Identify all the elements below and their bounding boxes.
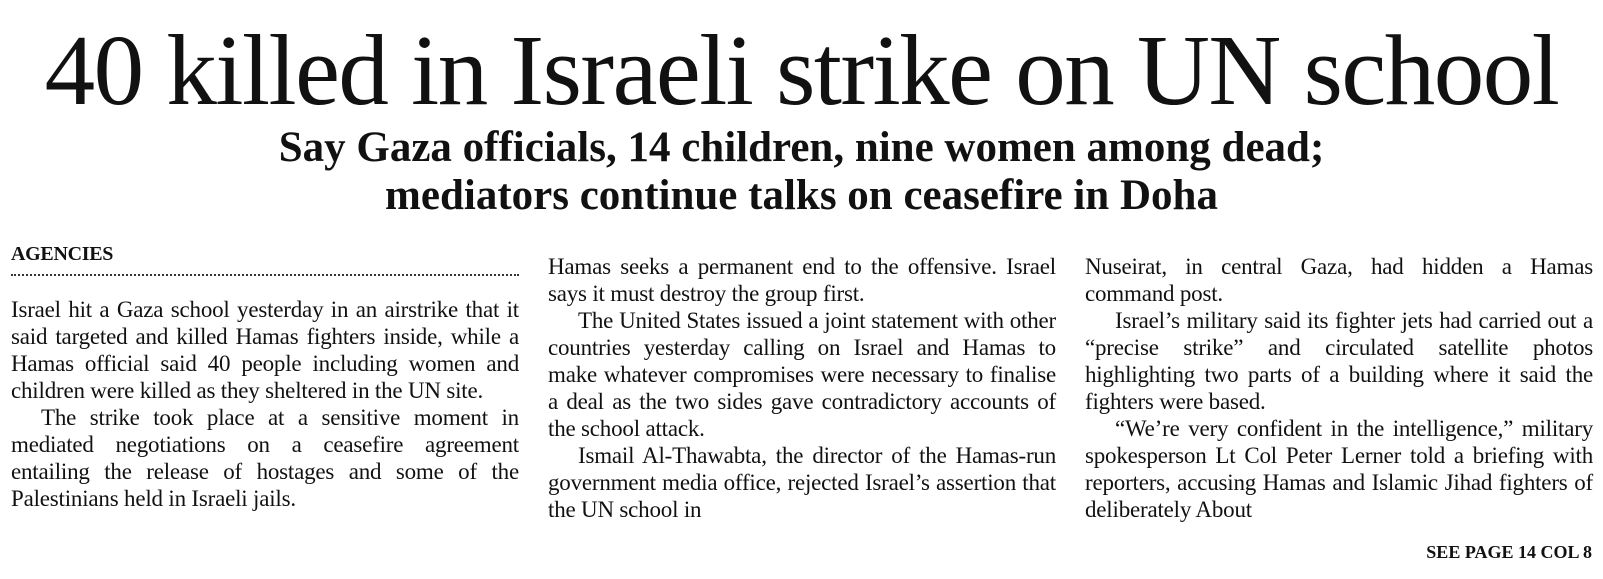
subheadline: [0, 124, 1603, 220]
byline: AGENCIES: [11, 243, 519, 276]
article-column-1: [11, 296, 519, 512]
continuation-reference: SEE PAGE 14 COL 8: [1426, 542, 1592, 562]
paragraph: The United States issued a joint statement with other countries yesterday calling on Israel and Hamas to make whatever compromises were necessary to finalise a deal as the two sides gave contradictory accounts of the school attack.: [548, 308, 1056, 441]
subheadline-line-2: mediators continue talks on ceasefire in Doha: [385, 172, 1218, 219]
paragraph: Israel’s military said its fighter jets had carried out a “precise strike” and circulated satellite photos highlighting two parts of a building where it said the fighters were based.: [1085, 308, 1593, 414]
paragraph: Israel hit a Gaza school yesterday in an airstrike that it said targeted and killed Hamas fighters inside, while a Hamas official said 40 people including women and children were killed as they sheltered in the UN site.: [11, 297, 519, 403]
article-column-3: [1085, 253, 1593, 523]
paragraph: The strike took place at a sensitive moment in mediated negotiations on a ceasefire agreement entailing the release of hostages and some of the Palestinians held in Israeli jails.: [11, 405, 519, 511]
paragraph: “We’re very confident in the intelligence,” military spokesperson Lt Col Peter Lerner told a briefing with reporters, accusing Hamas and Islamic Jihad fighters of deliberately About: [1085, 416, 1593, 522]
paragraph: Nuseirat, in central Gaza, had hidden a Hamas command post.: [1085, 254, 1593, 306]
paragraph: Ismail Al-Thawabta, the director of the Hamas-run government media office, rejected Israel’s assertion that the UN school in: [548, 443, 1056, 522]
headline: 40 killed in Israeli strike on UN school: [44, 14, 1559, 126]
paragraph: Hamas seeks a permanent end to the offensive. Israel says it must destroy the group first.: [548, 254, 1056, 306]
article-column-2: [548, 253, 1056, 523]
subheadline-line-1: Say Gaza officials, 14 children, nine women among dead;: [278, 124, 1325, 171]
